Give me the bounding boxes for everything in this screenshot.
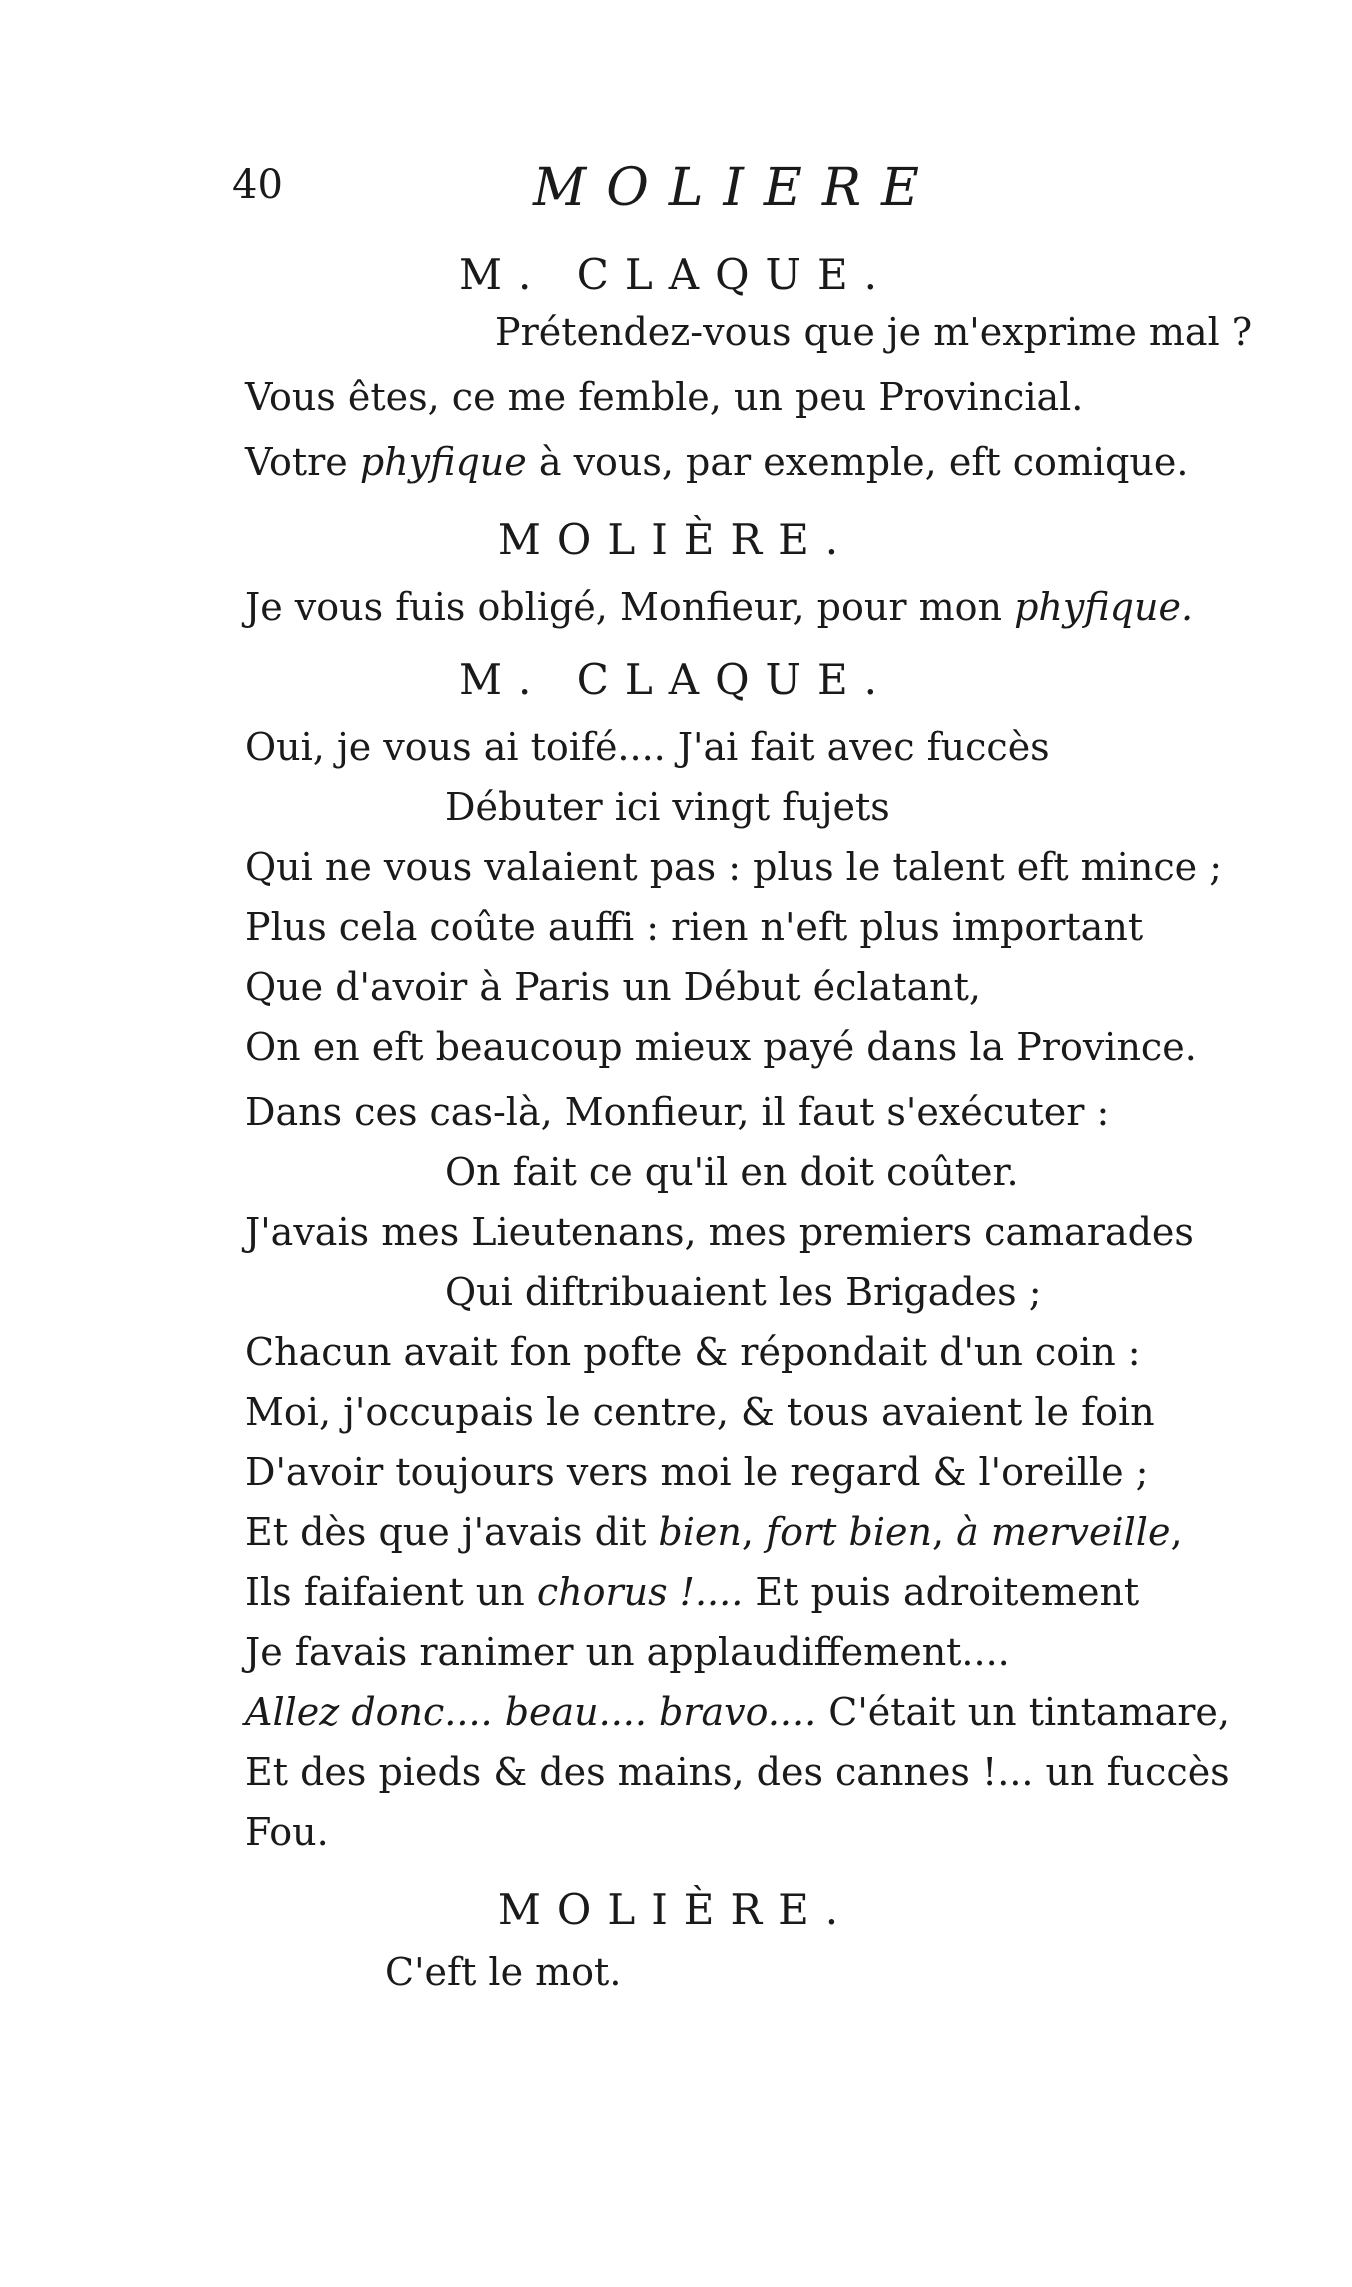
verse-line bbox=[245, 1510, 1183, 1554]
text-span: J'avais mes Lieutenans, mes premiers camarades bbox=[245, 1210, 1194, 1254]
speaker-name: M. CLAQUE. bbox=[459, 655, 893, 704]
text-span: , bbox=[741, 1510, 767, 1554]
italic-text: Allez donc.... beau.... bravo.... bbox=[245, 1690, 817, 1734]
text-span: Ils faifaient un bbox=[245, 1570, 537, 1614]
text-span: Chacun avait fon pofte & répondait d'un coin : bbox=[245, 1330, 1141, 1374]
verse-line bbox=[245, 1570, 1139, 1614]
verse-line bbox=[445, 785, 890, 829]
text-span: Et des pieds & des mains, des cannes !... un fuccès bbox=[245, 1750, 1230, 1794]
verse-line bbox=[245, 845, 1222, 889]
text-span: Plus cela coûte auffi : rien n'eft plus important bbox=[245, 905, 1144, 949]
text-span: Et dès que j'avais dit bbox=[245, 1510, 659, 1554]
text-span: Qui diftribuaient les Brigades ; bbox=[445, 1270, 1042, 1314]
text-span: Votre bbox=[245, 440, 360, 484]
verse-line bbox=[245, 1630, 1010, 1674]
verse-line bbox=[245, 1090, 1109, 1134]
italic-text: phyfique bbox=[359, 440, 527, 484]
verse-line bbox=[245, 1810, 329, 1854]
text-span: Dans ces cas-là, Monfieur, il faut s'exécuter : bbox=[245, 1090, 1110, 1134]
text-span: Débuter ici vingt fujets bbox=[445, 785, 890, 829]
text-span: Je favais ranimer un applaudiffement.... bbox=[245, 1630, 1010, 1674]
verse-line bbox=[245, 905, 1143, 949]
verse-line bbox=[245, 1025, 1197, 1069]
text-span: C'était un tintamare, bbox=[816, 1690, 1230, 1734]
italic-text: fort bien bbox=[766, 1510, 932, 1554]
verse-line bbox=[245, 1750, 1230, 1794]
text-span: Et puis adroitement bbox=[743, 1570, 1140, 1614]
verse-line bbox=[245, 440, 1188, 484]
text-span: , bbox=[1170, 1510, 1183, 1554]
text-span: Prétendez-vous que je m'exprime mal ? bbox=[495, 310, 1253, 354]
text-span: Fou. bbox=[245, 1810, 329, 1854]
text-span: , bbox=[931, 1510, 957, 1554]
italic-text: à merveille bbox=[956, 1510, 1171, 1554]
text-span: Moi, j'occupais le centre, & tous avaient le foin bbox=[245, 1390, 1155, 1434]
text-span: C'eft le mot. bbox=[385, 1950, 622, 1994]
verse-line bbox=[245, 965, 981, 1009]
text-span: à vous, par exemple, eft comique. bbox=[526, 440, 1189, 484]
verse-line bbox=[245, 585, 1193, 629]
running-title: MOLIERE bbox=[532, 158, 940, 218]
text-span: Vous êtes, ce me femble, un peu Provincial. bbox=[245, 375, 1084, 419]
page-number: 40 bbox=[232, 162, 283, 208]
verse-line bbox=[245, 1390, 1155, 1434]
verse-line bbox=[495, 310, 1252, 354]
verse-line bbox=[245, 725, 1050, 769]
text-span: On fait ce qu'il en doit coûter. bbox=[445, 1150, 1019, 1194]
verse-line bbox=[245, 1450, 1148, 1494]
verse-line bbox=[385, 1950, 621, 1994]
verse-line bbox=[245, 1690, 1230, 1734]
speaker-name: MOLIÈRE. bbox=[497, 1885, 855, 1934]
speaker-name: M. CLAQUE. bbox=[459, 250, 893, 299]
italic-text: chorus !.... bbox=[536, 1570, 744, 1614]
text-span: Je vous fuis obligé, Monfieur, pour mon bbox=[245, 585, 1015, 629]
verse-line bbox=[445, 1270, 1042, 1314]
verse-line bbox=[245, 1330, 1141, 1374]
verse-line bbox=[445, 1150, 1019, 1194]
text-span: Oui, je vous ai toifé.... J'ai fait avec fuccès bbox=[245, 725, 1050, 769]
text-span: On en eft beaucoup mieux payé dans la Province. bbox=[245, 1025, 1197, 1069]
italic-text: phyfique. bbox=[1014, 585, 1194, 629]
text-span: D'avoir toujours vers moi le regard & l'oreille ; bbox=[245, 1450, 1149, 1494]
text-span: Qui ne vous valaient pas : plus le talent eft mince ; bbox=[245, 845, 1222, 889]
speaker-name: MOLIÈRE. bbox=[497, 515, 855, 564]
verse-line bbox=[245, 375, 1083, 419]
text-span: Que d'avoir à Paris un Début éclatant, bbox=[245, 965, 981, 1009]
verse-line bbox=[245, 1210, 1194, 1254]
italic-text: bien bbox=[658, 1510, 742, 1554]
